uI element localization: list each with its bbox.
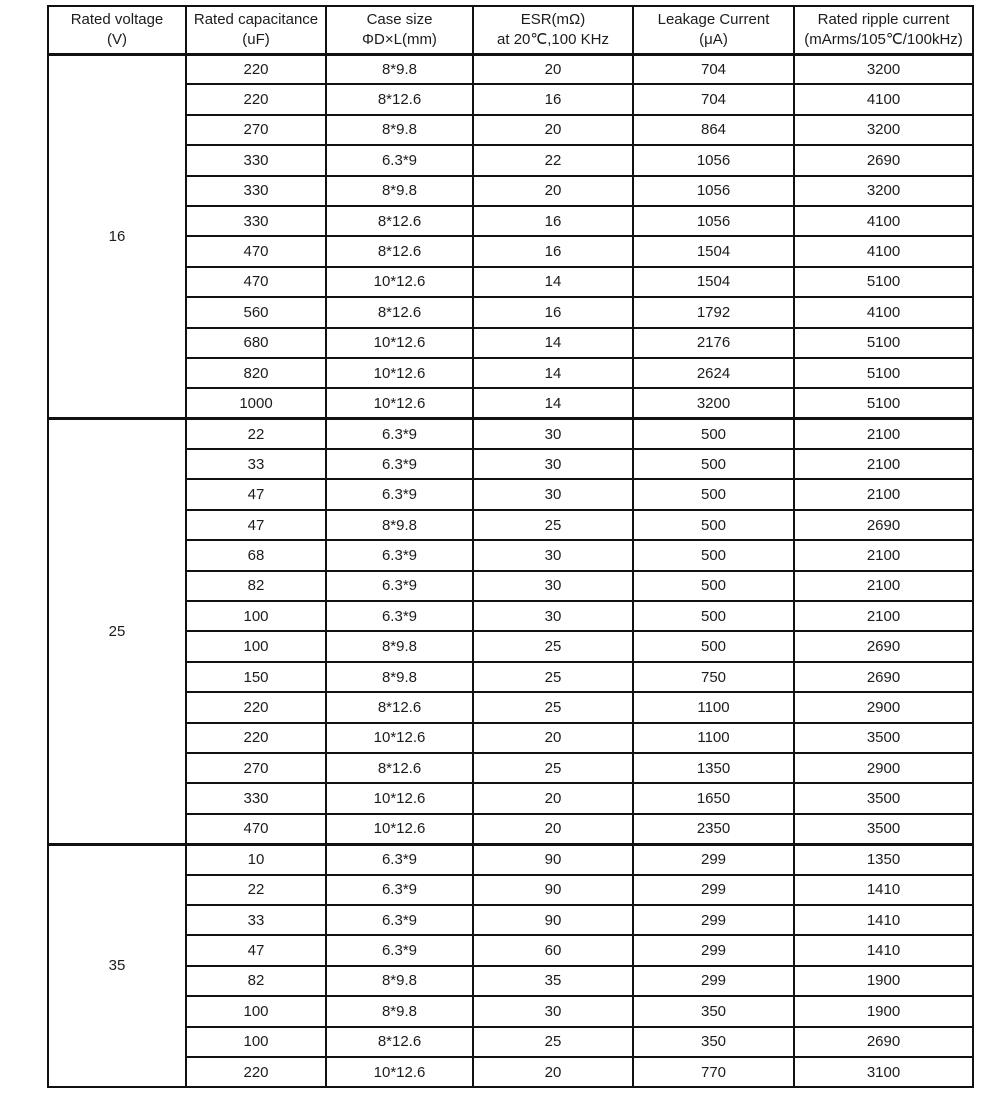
column-header-line2: (uF) [242, 30, 270, 48]
table-row [48, 236, 973, 266]
table-cell-leakage_current_ua: 500 [633, 510, 794, 540]
table-cell-case_size_mm: 6.3*9 [326, 145, 473, 175]
table-cell-leakage_current_ua: 500 [633, 631, 794, 661]
table-row [48, 601, 973, 631]
table-cell-case_size_mm: 8*12.6 [326, 1027, 473, 1057]
table-row [48, 875, 973, 905]
table-cell-esr_mohm: 25 [473, 1027, 633, 1057]
table-cell-case_size_mm: 6.3*9 [326, 935, 473, 965]
table-row [48, 540, 973, 570]
table-cell-esr_mohm: 25 [473, 692, 633, 722]
table-cell-rated_capacitance_uf: 270 [186, 115, 326, 145]
table-cell-rated_capacitance_uf: 470 [186, 267, 326, 297]
table-cell-rated_ripple_current_marms: 4100 [794, 84, 973, 114]
table-cell-rated_capacitance_uf: 680 [186, 328, 326, 358]
table-cell-rated_ripple_current_marms: 1900 [794, 966, 973, 996]
table-row [48, 996, 973, 1026]
table-cell-leakage_current_ua: 500 [633, 419, 794, 449]
table-cell-case_size_mm: 10*12.6 [326, 723, 473, 753]
table-cell-rated_capacitance_uf: 33 [186, 905, 326, 935]
table-row [48, 176, 973, 206]
table-cell-rated_capacitance_uf: 10 [186, 844, 326, 874]
table-row [48, 753, 973, 783]
column-header-rated_ripple_current_marms [794, 6, 973, 54]
column-header-line1: Leakage Current [657, 10, 770, 28]
table-cell-leakage_current_ua: 770 [633, 1057, 794, 1087]
table-cell-case_size_mm: 10*12.6 [326, 358, 473, 388]
table-cell-rated_capacitance_uf: 220 [186, 54, 326, 84]
table-cell-leakage_current_ua: 3200 [633, 388, 794, 418]
table-cell-case_size_mm: 8*9.8 [326, 176, 473, 206]
column-header-line1: Rated voltage [70, 10, 164, 28]
table-cell-leakage_current_ua: 500 [633, 601, 794, 631]
table-cell-rated_capacitance_uf: 220 [186, 692, 326, 722]
table-cell-esr_mohm: 30 [473, 540, 633, 570]
table-cell-rated_ripple_current_marms: 3100 [794, 1057, 973, 1087]
table-cell-rated_ripple_current_marms: 2690 [794, 631, 973, 661]
table-cell-case_size_mm: 10*12.6 [326, 783, 473, 813]
table-row [48, 723, 973, 753]
table-cell-case_size_mm: 8*9.8 [326, 115, 473, 145]
table-cell-case_size_mm: 6.3*9 [326, 875, 473, 905]
table-cell-case_size_mm: 8*9.8 [326, 510, 473, 540]
table-cell-leakage_current_ua: 299 [633, 844, 794, 874]
table-cell-case_size_mm: 8*12.6 [326, 84, 473, 114]
table-cell-rated_ripple_current_marms: 5100 [794, 267, 973, 297]
table-cell-rated_capacitance_uf: 220 [186, 1057, 326, 1087]
table-cell-rated_ripple_current_marms: 3500 [794, 783, 973, 813]
table-cell-rated_capacitance_uf: 47 [186, 479, 326, 509]
table-cell-case_size_mm: 6.3*9 [326, 479, 473, 509]
table-row [48, 844, 973, 874]
table-cell-esr_mohm: 16 [473, 236, 633, 266]
table-cell-case_size_mm: 8*12.6 [326, 297, 473, 327]
table-cell-esr_mohm: 30 [473, 479, 633, 509]
table-cell-rated_ripple_current_marms: 1410 [794, 905, 973, 935]
table-cell-leakage_current_ua: 864 [633, 115, 794, 145]
table-cell-rated_ripple_current_marms: 2900 [794, 692, 973, 722]
table-cell-leakage_current_ua: 1504 [633, 267, 794, 297]
table-cell-rated_ripple_current_marms: 1410 [794, 935, 973, 965]
capacitor-spec-table [47, 5, 974, 1088]
table-cell-case_size_mm: 8*12.6 [326, 206, 473, 236]
table-row [48, 571, 973, 601]
table-row [48, 966, 973, 996]
table-cell-rated_ripple_current_marms: 5100 [794, 388, 973, 418]
table-cell-rated_ripple_current_marms: 3200 [794, 176, 973, 206]
table-cell-rated_capacitance_uf: 220 [186, 723, 326, 753]
table-cell-rated_ripple_current_marms: 2100 [794, 601, 973, 631]
table-cell-leakage_current_ua: 350 [633, 1027, 794, 1057]
table-cell-esr_mohm: 20 [473, 723, 633, 753]
table-cell-rated_capacitance_uf: 820 [186, 358, 326, 388]
table-cell-case_size_mm: 6.3*9 [326, 449, 473, 479]
table-cell-rated_capacitance_uf: 150 [186, 662, 326, 692]
table-cell-rated_ripple_current_marms: 2100 [794, 479, 973, 509]
table-cell-leakage_current_ua: 2176 [633, 328, 794, 358]
table-cell-rated_ripple_current_marms: 5100 [794, 358, 973, 388]
column-header-rated_capacitance_uf [186, 6, 326, 54]
table-cell-esr_mohm: 30 [473, 601, 633, 631]
table-cell-leakage_current_ua: 1792 [633, 297, 794, 327]
column-header-case_size_mm [326, 6, 473, 54]
table-cell-esr_mohm: 16 [473, 206, 633, 236]
table-cell-leakage_current_ua: 1100 [633, 723, 794, 753]
table-cell-case_size_mm: 6.3*9 [326, 601, 473, 631]
table-cell-esr_mohm: 25 [473, 753, 633, 783]
table-cell-esr_mohm: 20 [473, 115, 633, 145]
table-cell-case_size_mm: 6.3*9 [326, 540, 473, 570]
table-cell-rated_capacitance_uf: 1000 [186, 388, 326, 418]
table-cell-rated_capacitance_uf: 270 [186, 753, 326, 783]
table-cell-rated_ripple_current_marms: 4100 [794, 206, 973, 236]
table-cell-rated_capacitance_uf: 330 [186, 176, 326, 206]
table-cell-case_size_mm: 6.3*9 [326, 571, 473, 601]
table-cell-leakage_current_ua: 750 [633, 662, 794, 692]
table-cell-rated_ripple_current_marms: 4100 [794, 236, 973, 266]
table-cell-esr_mohm: 20 [473, 176, 633, 206]
table-cell-esr_mohm: 20 [473, 1057, 633, 1087]
voltage-group-cell: 25 [48, 419, 186, 844]
table-row [48, 814, 973, 844]
table-cell-case_size_mm: 8*9.8 [326, 54, 473, 84]
table-cell-rated_ripple_current_marms: 1410 [794, 875, 973, 905]
table-cell-case_size_mm: 10*12.6 [326, 267, 473, 297]
table-body [48, 54, 973, 1087]
table-cell-rated_capacitance_uf: 330 [186, 783, 326, 813]
table-row [48, 662, 973, 692]
table-cell-esr_mohm: 20 [473, 54, 633, 84]
table-cell-esr_mohm: 25 [473, 662, 633, 692]
table-cell-case_size_mm: 6.3*9 [326, 419, 473, 449]
column-header-line2: (mArms/105℃/100kHz) [804, 30, 963, 48]
column-header-line1: Case size [366, 10, 433, 28]
voltage-group-cell: 35 [48, 844, 186, 1087]
table-cell-esr_mohm: 35 [473, 966, 633, 996]
table-cell-leakage_current_ua: 704 [633, 54, 794, 84]
table-cell-esr_mohm: 14 [473, 358, 633, 388]
table-cell-rated_ripple_current_marms: 2900 [794, 753, 973, 783]
table-cell-rated_capacitance_uf: 47 [186, 510, 326, 540]
table-cell-rated_ripple_current_marms: 2690 [794, 662, 973, 692]
table-cell-esr_mohm: 14 [473, 328, 633, 358]
table-cell-esr_mohm: 20 [473, 783, 633, 813]
table-cell-case_size_mm: 8*9.8 [326, 662, 473, 692]
table-cell-leakage_current_ua: 1350 [633, 753, 794, 783]
table-cell-rated_ripple_current_marms: 3500 [794, 814, 973, 844]
table-cell-leakage_current_ua: 500 [633, 449, 794, 479]
table-row [48, 510, 973, 540]
table-cell-rated_ripple_current_marms: 1350 [794, 844, 973, 874]
table-cell-rated_capacitance_uf: 22 [186, 419, 326, 449]
table-cell-esr_mohm: 60 [473, 935, 633, 965]
table-cell-leakage_current_ua: 1056 [633, 145, 794, 175]
table-cell-rated_ripple_current_marms: 2100 [794, 449, 973, 479]
column-header-line2: at 20℃,100 KHz [497, 30, 609, 48]
table-cell-leakage_current_ua: 1650 [633, 783, 794, 813]
table-cell-esr_mohm: 25 [473, 631, 633, 661]
table-cell-rated_capacitance_uf: 470 [186, 236, 326, 266]
table-cell-rated_capacitance_uf: 330 [186, 206, 326, 236]
table-cell-esr_mohm: 90 [473, 844, 633, 874]
table-cell-case_size_mm: 10*12.6 [326, 388, 473, 418]
table-cell-rated_ripple_current_marms: 1900 [794, 996, 973, 1026]
table-cell-leakage_current_ua: 1056 [633, 206, 794, 236]
table-cell-leakage_current_ua: 350 [633, 996, 794, 1026]
table-cell-esr_mohm: 14 [473, 267, 633, 297]
table-cell-rated_ripple_current_marms: 2690 [794, 1027, 973, 1057]
table-cell-rated_capacitance_uf: 560 [186, 297, 326, 327]
table-cell-esr_mohm: 22 [473, 145, 633, 175]
table-cell-case_size_mm: 8*9.8 [326, 996, 473, 1026]
column-header-rated_voltage_v [48, 6, 186, 54]
voltage-group-cell: 16 [48, 54, 186, 419]
table-cell-rated_capacitance_uf: 100 [186, 1027, 326, 1057]
table-cell-case_size_mm: 10*12.6 [326, 328, 473, 358]
table-cell-rated_capacitance_uf: 33 [186, 449, 326, 479]
table-cell-leakage_current_ua: 1504 [633, 236, 794, 266]
table-row [48, 328, 973, 358]
table-cell-rated_ripple_current_marms: 2100 [794, 571, 973, 601]
table-cell-rated_ripple_current_marms: 2690 [794, 145, 973, 175]
table-row [48, 388, 973, 418]
table-row [48, 419, 973, 449]
table-row [48, 84, 973, 114]
table-cell-case_size_mm: 8*12.6 [326, 692, 473, 722]
table-cell-rated_ripple_current_marms: 3200 [794, 54, 973, 84]
table-row [48, 1057, 973, 1087]
table-cell-rated_ripple_current_marms: 2690 [794, 510, 973, 540]
table-cell-esr_mohm: 90 [473, 905, 633, 935]
table-cell-rated_capacitance_uf: 330 [186, 145, 326, 175]
column-header-line1: Rated ripple current [817, 10, 950, 28]
table-cell-rated_ripple_current_marms: 2100 [794, 419, 973, 449]
table-cell-rated_capacitance_uf: 470 [186, 814, 326, 844]
table-row [48, 905, 973, 935]
column-header-line1: ESR(mΩ) [520, 10, 586, 28]
table-cell-case_size_mm: 8*12.6 [326, 236, 473, 266]
table-row [48, 297, 973, 327]
table-cell-case_size_mm: 6.3*9 [326, 905, 473, 935]
table-cell-leakage_current_ua: 2350 [633, 814, 794, 844]
table-cell-leakage_current_ua: 299 [633, 966, 794, 996]
table-cell-rated_capacitance_uf: 100 [186, 601, 326, 631]
table-cell-rated_ripple_current_marms: 5100 [794, 328, 973, 358]
table-row [48, 935, 973, 965]
table-cell-case_size_mm: 6.3*9 [326, 844, 473, 874]
table-cell-rated_capacitance_uf: 22 [186, 875, 326, 905]
table-header-row [48, 6, 973, 54]
table-cell-rated_ripple_current_marms: 3500 [794, 723, 973, 753]
table-row [48, 692, 973, 722]
table-cell-rated_ripple_current_marms: 3200 [794, 115, 973, 145]
table-cell-rated_capacitance_uf: 82 [186, 966, 326, 996]
table-row [48, 479, 973, 509]
table-cell-esr_mohm: 20 [473, 814, 633, 844]
table-cell-leakage_current_ua: 1056 [633, 176, 794, 206]
column-header-esr_mohm [473, 6, 633, 54]
column-header-line2: (μA) [699, 30, 728, 48]
column-header-line2: ΦD×L(mm) [362, 30, 437, 48]
table-cell-case_size_mm: 8*9.8 [326, 966, 473, 996]
table-cell-rated_capacitance_uf: 100 [186, 996, 326, 1026]
table-cell-leakage_current_ua: 500 [633, 479, 794, 509]
table-cell-leakage_current_ua: 299 [633, 935, 794, 965]
table-cell-rated_capacitance_uf: 68 [186, 540, 326, 570]
table-row [48, 449, 973, 479]
table-cell-esr_mohm: 30 [473, 419, 633, 449]
column-header-line2: (V) [107, 30, 127, 48]
table-cell-leakage_current_ua: 500 [633, 540, 794, 570]
table-row [48, 783, 973, 813]
table-cell-esr_mohm: 30 [473, 571, 633, 601]
table-row [48, 115, 973, 145]
table-row [48, 358, 973, 388]
table-cell-esr_mohm: 16 [473, 84, 633, 114]
table-cell-leakage_current_ua: 2624 [633, 358, 794, 388]
table-cell-leakage_current_ua: 1100 [633, 692, 794, 722]
table-cell-rated_capacitance_uf: 47 [186, 935, 326, 965]
table-cell-leakage_current_ua: 500 [633, 571, 794, 601]
table-cell-rated_ripple_current_marms: 2100 [794, 540, 973, 570]
table-cell-esr_mohm: 25 [473, 510, 633, 540]
table-row [48, 145, 973, 175]
column-header-leakage_current_ua [633, 6, 794, 54]
table-cell-leakage_current_ua: 299 [633, 875, 794, 905]
table-cell-esr_mohm: 16 [473, 297, 633, 327]
table-header [48, 6, 973, 54]
table-cell-leakage_current_ua: 704 [633, 84, 794, 114]
table-row [48, 631, 973, 661]
table-cell-rated_ripple_current_marms: 4100 [794, 297, 973, 327]
table-row [48, 206, 973, 236]
table-cell-case_size_mm: 10*12.6 [326, 814, 473, 844]
table-cell-esr_mohm: 90 [473, 875, 633, 905]
table-cell-rated_capacitance_uf: 220 [186, 84, 326, 114]
table-cell-rated_capacitance_uf: 100 [186, 631, 326, 661]
table-cell-case_size_mm: 8*12.6 [326, 753, 473, 783]
table-cell-case_size_mm: 8*9.8 [326, 631, 473, 661]
table-cell-case_size_mm: 10*12.6 [326, 1057, 473, 1087]
table-row [48, 54, 973, 84]
table-row [48, 1027, 973, 1057]
table-cell-esr_mohm: 30 [473, 996, 633, 1026]
column-header-line1: Rated capacitance [193, 10, 319, 28]
table-cell-leakage_current_ua: 299 [633, 905, 794, 935]
table-cell-rated_capacitance_uf: 82 [186, 571, 326, 601]
table-cell-esr_mohm: 30 [473, 449, 633, 479]
table-row [48, 267, 973, 297]
table-cell-esr_mohm: 14 [473, 388, 633, 418]
